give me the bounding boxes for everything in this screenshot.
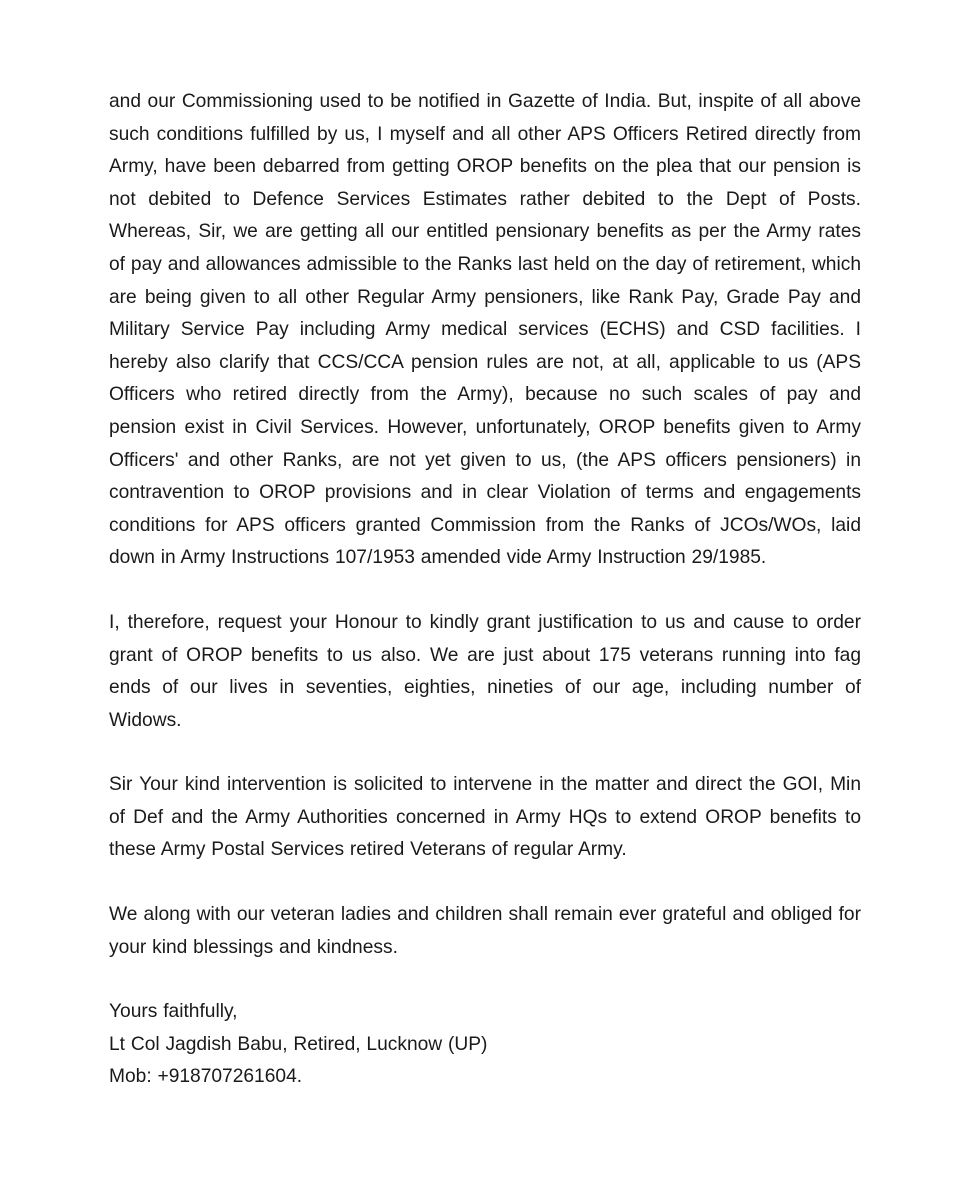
signature-block	[109, 996, 861, 1094]
paragraph-gratitude: We along with our veteran ladies and children shall remain ever grateful and obliged for your kind blessings and kindness.	[109, 904, 861, 958]
paragraph-request: I, therefore, request your Honour to kindly grant justification to us and cause to order grant of OROP benefits to us also. We are just about 175 veterans running into fag ends of our lives in seventies, eighties, nineties of our age, including number of Widows.	[109, 611, 861, 731]
sender-mobile: Mob: +918707261604.	[109, 1066, 303, 1088]
letter-body	[109, 86, 861, 1094]
paragraph-intervention: Sir Your kind intervention is solicited to intervene in the matter and direct the GOI, Min of Def and the Army Authorities concerned in Army HQs to extend OROP benefits to these Army Postal Services retired Veterans of regular Army.	[109, 774, 861, 861]
closing-line: Yours faithfully,	[109, 1001, 238, 1023]
paragraph-orop-grievance: and our Commissioning used to be notified in Gazette of India. But, inspite of all above such conditions fulfilled by us, I myself and all other APS Officers Retired directly from Army, have been debarred from getting OROP benefits on the plea that our pension is not debited to Defence Services Estimates rather debited to the Dept of Posts. Whereas, Sir, we are getting all our entitled pensionary benefits as per the Army rates of pay and allowances admissible to the Ranks last held on the day of retirement, which are being given to all other Regular Army pensioners, like Rank Pay, Grade Pay and Military Service Pay including Army medical services (ECHS) and CSD facilities. I hereby also clarify that CCS/CCA pension rules are not, at all, applicable to us (APS Officers who retired directly from the Army), because no such scales of pay and pension exist in Civil Services. However, unfortunately, OROP benefits given to Army Officers' and other Ranks, are not yet given to us, (the APS officers pensioners) in contravention to OROP provisions and in clear Violation of terms and engagements conditions for APS officers granted Commission from the Ranks of JCOs/WOs, laid down in Army Instructions 107/1953 amended vide Army Instruction 29/1985.	[109, 91, 861, 569]
sender-name: Lt Col Jagdish Babu, Retired, Lucknow (UP)	[109, 1033, 488, 1055]
